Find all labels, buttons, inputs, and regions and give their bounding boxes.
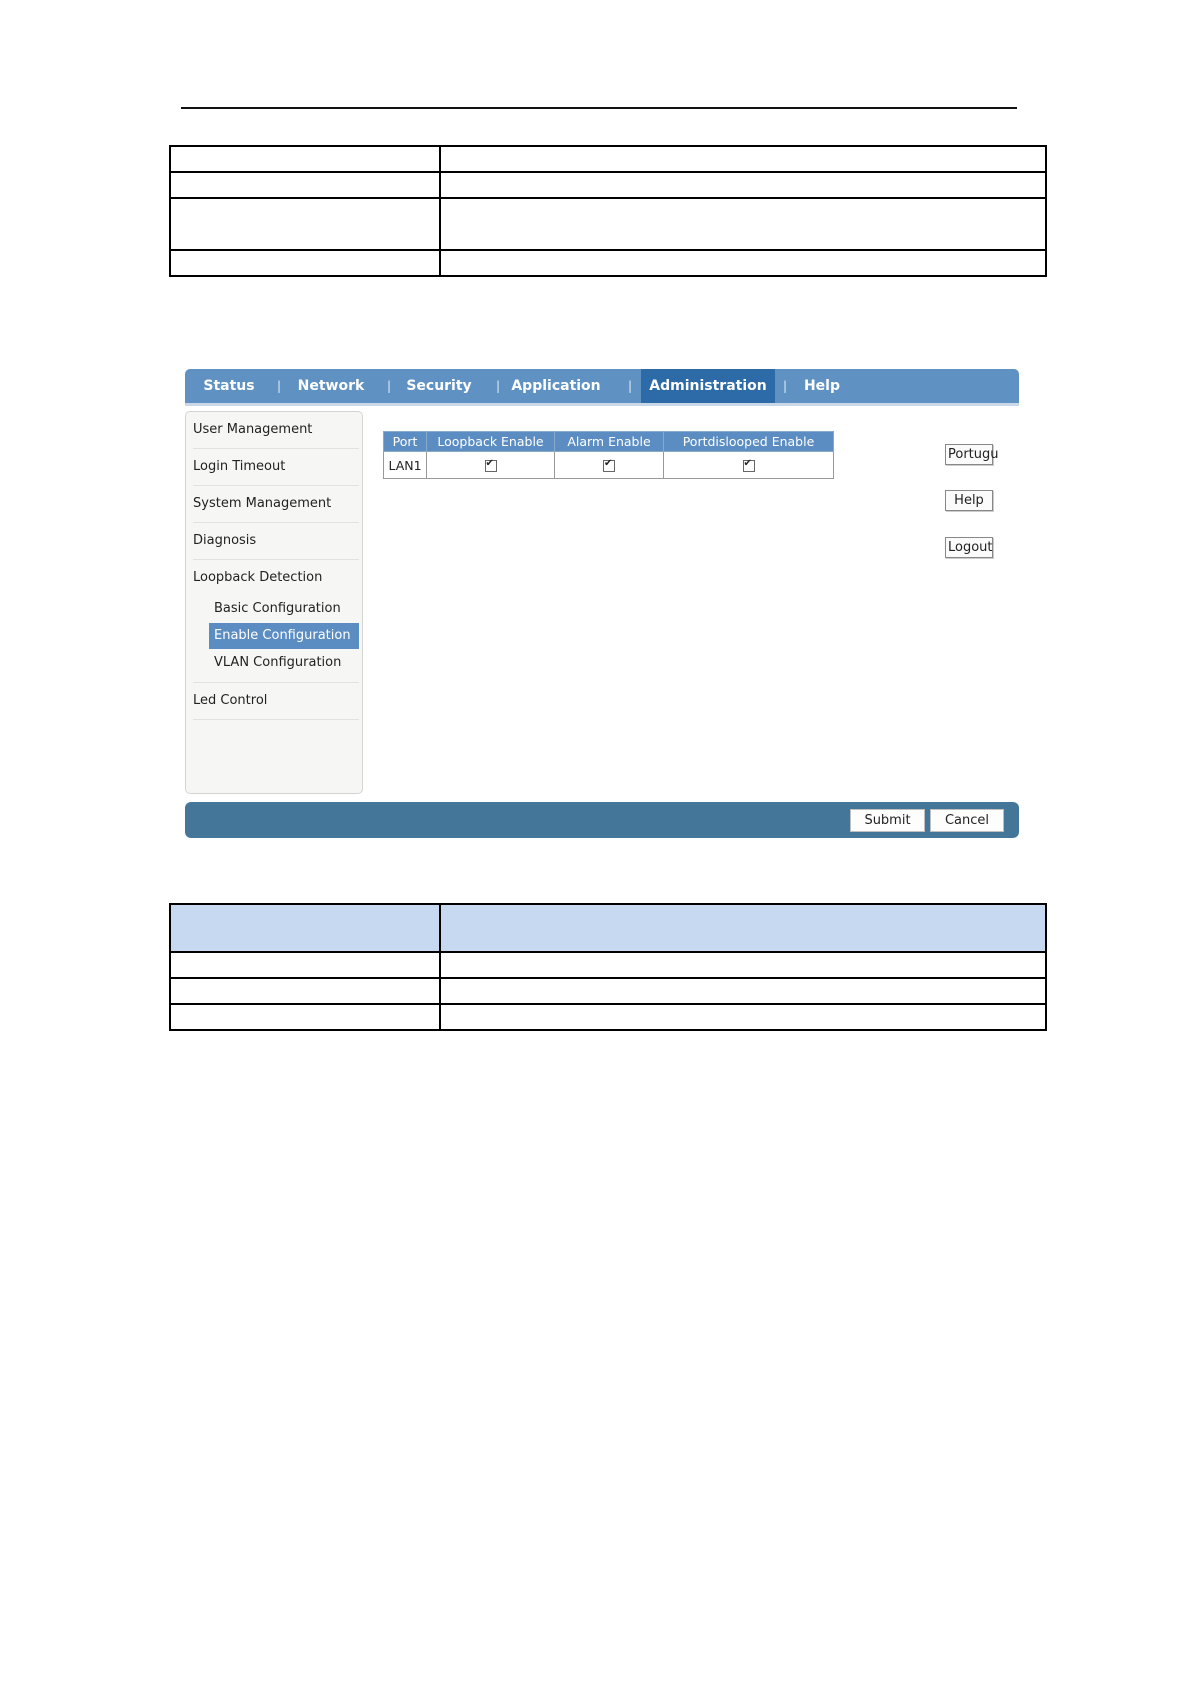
language-button[interactable]: Portugu <box>945 444 993 465</box>
document-table-bottom <box>169 903 1047 1031</box>
tab-separator: | <box>387 379 392 393</box>
loopback-enable-checkbox[interactable] <box>485 460 497 472</box>
table-row <box>384 452 834 479</box>
tab-separator: | <box>496 379 501 393</box>
sidebar-item-user-management[interactable]: User Management <box>193 412 359 449</box>
document-table-top <box>169 145 1047 277</box>
portdislooped-enable-checkbox[interactable] <box>743 460 755 472</box>
column-header-portdislooped-enable: Portdislooped Enable <box>664 432 834 452</box>
loopback-enable-table <box>383 431 834 479</box>
cancel-button[interactable]: Cancel <box>930 809 1004 832</box>
tab-status[interactable]: Status <box>203 378 255 394</box>
sidebar <box>185 411 363 794</box>
tab-administration[interactable]: Administration <box>641 369 775 403</box>
page-header-rule <box>181 107 1017 109</box>
tab-security[interactable]: Security <box>406 378 472 394</box>
sidebar-subitem-vlan-configuration[interactable]: VLAN Configuration <box>214 655 342 670</box>
column-header-port: Port <box>384 432 427 452</box>
submit-button[interactable]: Submit <box>850 809 925 832</box>
sidebar-item-diagnosis[interactable]: Diagnosis <box>193 523 359 560</box>
tab-separator: | <box>277 379 282 393</box>
tab-help[interactable]: Help <box>803 378 841 394</box>
tab-application[interactable]: Application <box>511 378 601 394</box>
footer-bar <box>185 802 1019 838</box>
sidebar-item-led-control[interactable]: Led Control <box>193 682 359 720</box>
router-admin-screenshot <box>185 369 1019 841</box>
tab-separator: | <box>628 379 633 393</box>
logout-button[interactable]: Logout <box>945 537 993 558</box>
top-nav-bar <box>185 369 1019 403</box>
column-header-loopback-enable: Loopback Enable <box>427 432 555 452</box>
tab-network[interactable]: Network <box>297 378 365 394</box>
sidebar-subitem-basic-configuration[interactable]: Basic Configuration <box>214 601 341 616</box>
sidebar-item-loopback-detection[interactable]: Loopback Detection <box>193 570 323 585</box>
alarm-enable-checkbox[interactable] <box>603 460 615 472</box>
column-header-alarm-enable: Alarm Enable <box>555 432 664 452</box>
sidebar-item-login-timeout[interactable]: Login Timeout <box>193 449 359 486</box>
help-button[interactable]: Help <box>945 490 993 511</box>
sidebar-subitem-enable-configuration[interactable]: Enable Configuration <box>209 623 359 649</box>
sidebar-item-system-management[interactable]: System Management <box>193 486 359 523</box>
port-name-cell: LAN1 <box>384 452 427 479</box>
tab-separator: | <box>783 379 788 393</box>
